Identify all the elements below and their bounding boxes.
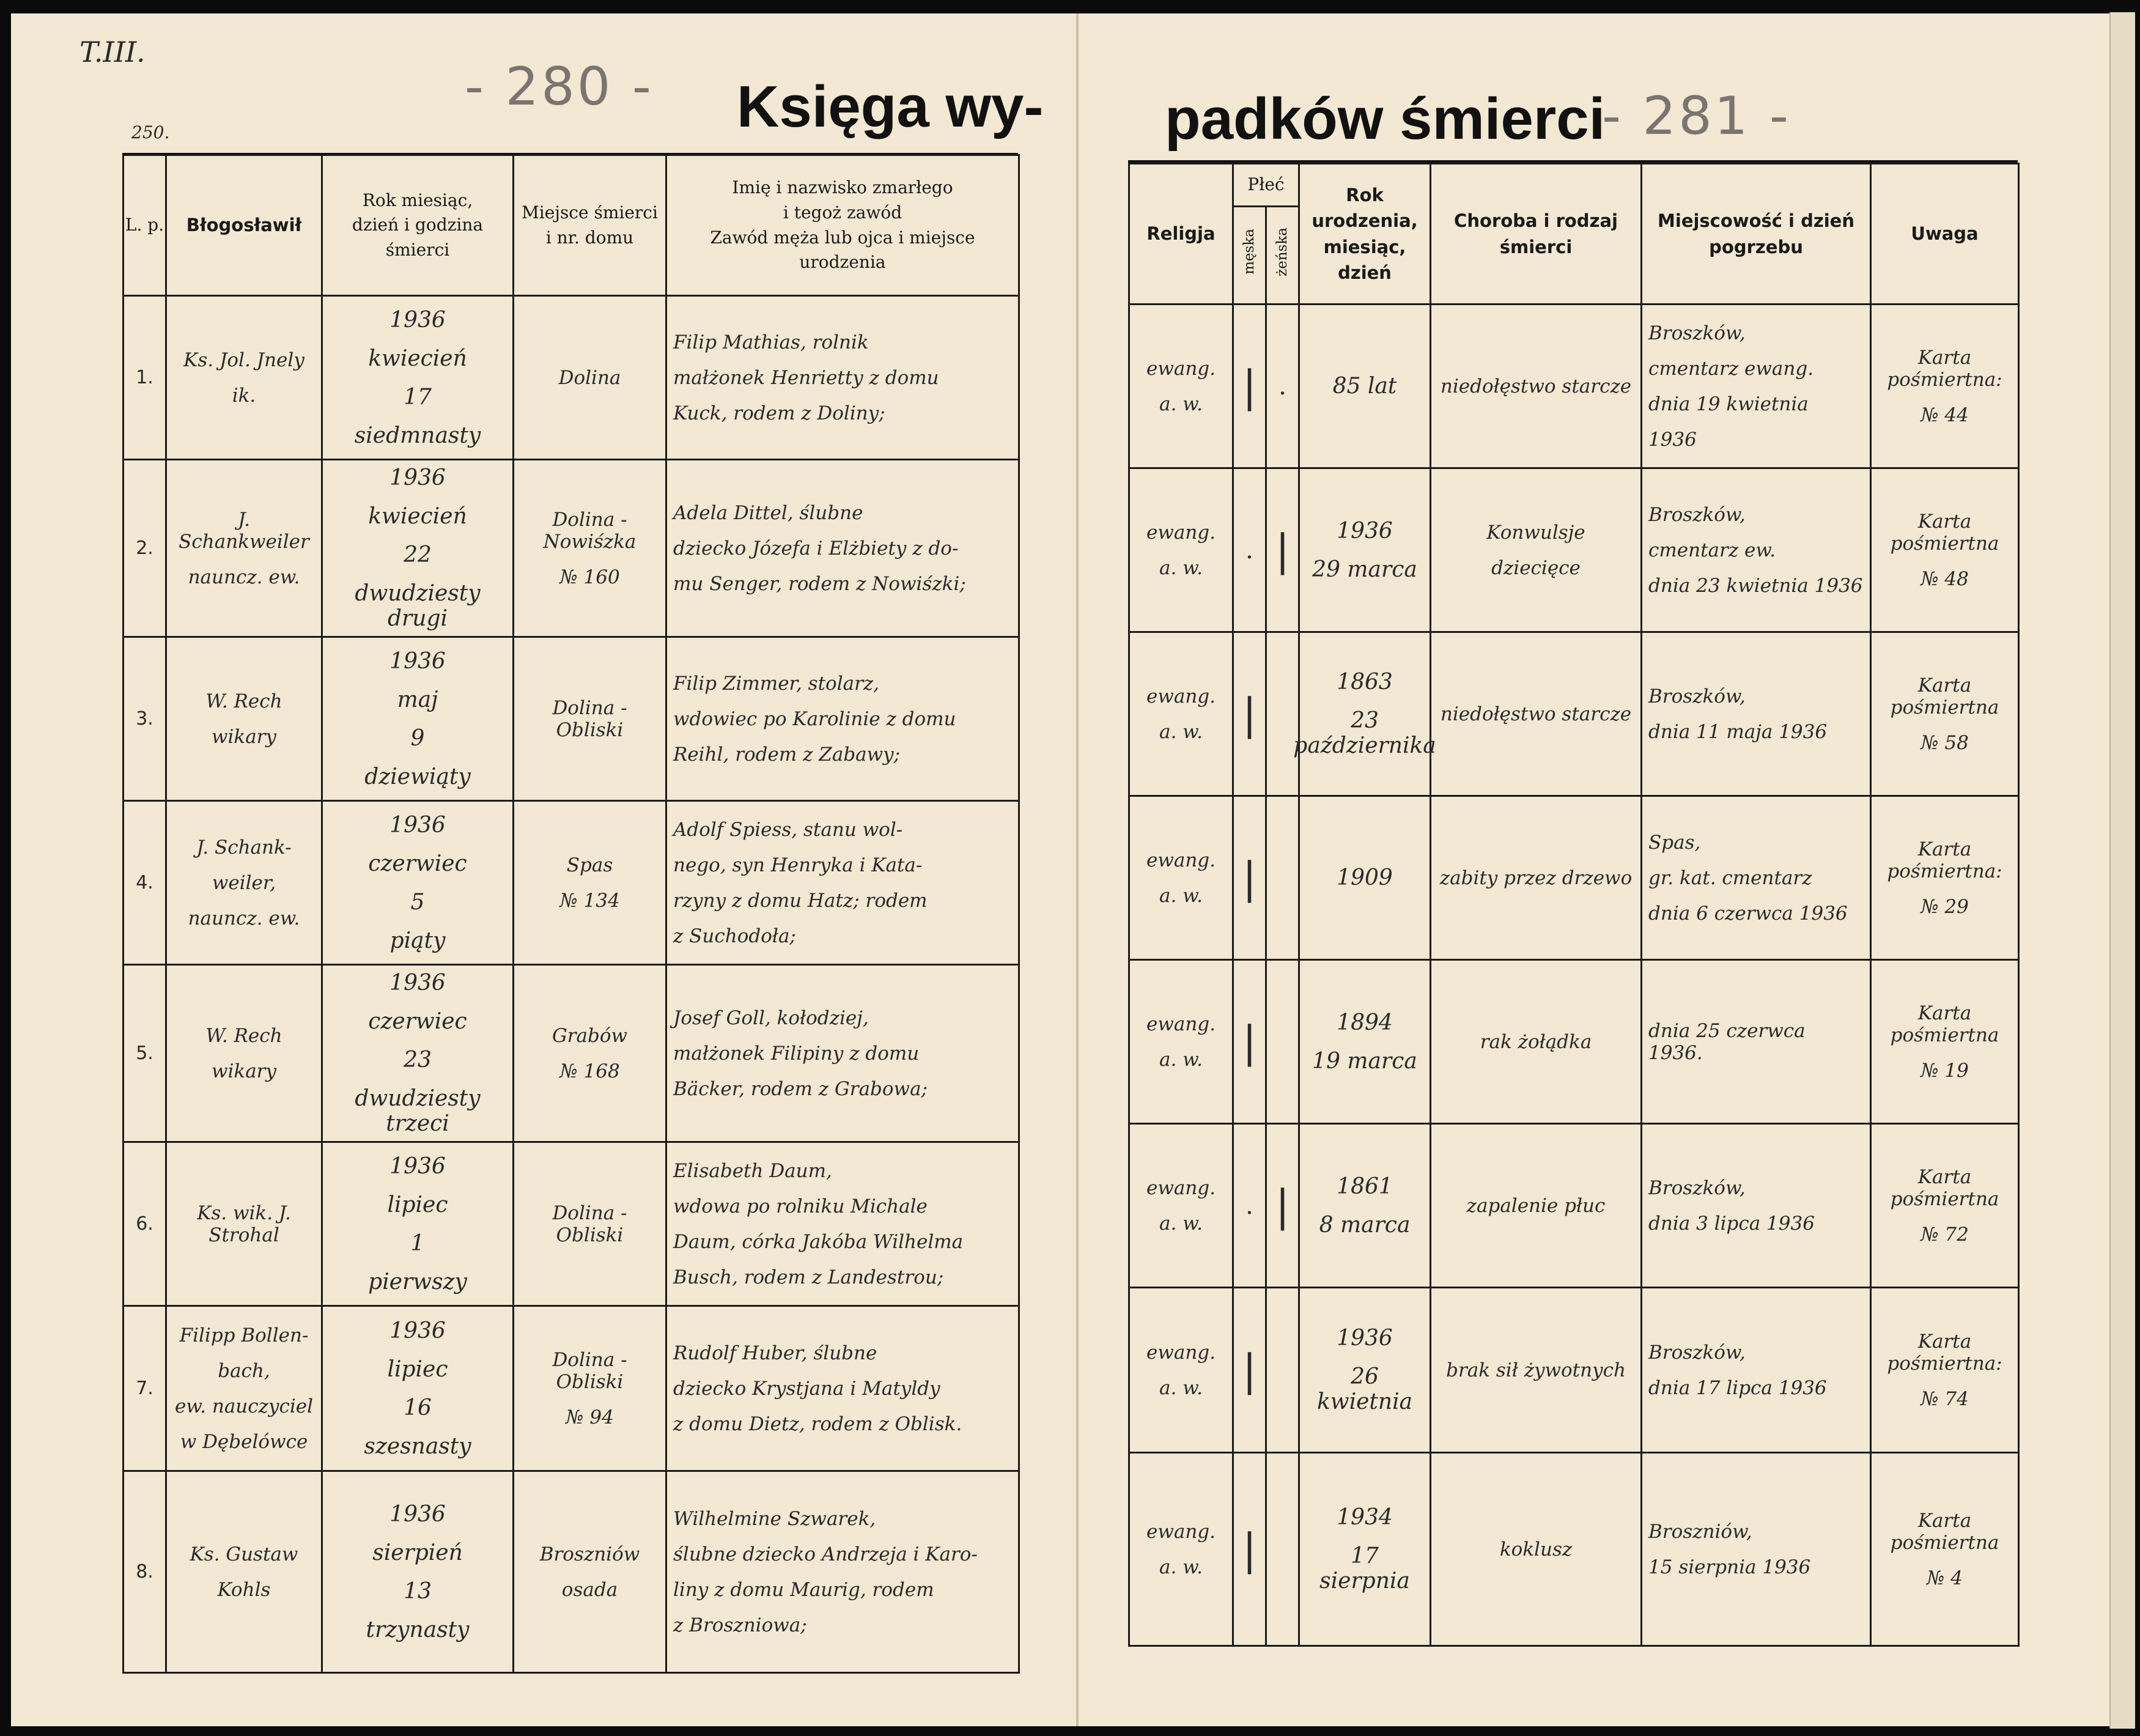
header-female: żeńska bbox=[1266, 207, 1299, 305]
row-illness: rak żołądka bbox=[1431, 960, 1642, 1124]
row-birth: 1936 26 kwietnia bbox=[1299, 1288, 1431, 1453]
header-place: Miejsce śmierci i nr. domu bbox=[514, 155, 666, 296]
row-place: Broszniów osada bbox=[514, 1471, 666, 1673]
row-date: 1936 lipiec 16 szesnasty bbox=[322, 1306, 514, 1471]
header-male: męska bbox=[1233, 207, 1266, 305]
row-female: | bbox=[1266, 468, 1299, 632]
row-religion: ewang. a. w. bbox=[1129, 796, 1233, 960]
row-female: | bbox=[1266, 1124, 1299, 1288]
row-religion: ewang. a. w. bbox=[1129, 468, 1233, 632]
row-lp: 3. bbox=[124, 637, 166, 801]
row-birth: 1863 23 października bbox=[1299, 632, 1431, 796]
title-left: Księga wy- bbox=[737, 74, 1044, 139]
row-female bbox=[1266, 1288, 1299, 1453]
title-right: padków śmierci bbox=[1165, 86, 1606, 152]
page-number-right: - 281 - bbox=[1602, 86, 1791, 147]
row-date: 1936 czerwiec 5 piąty bbox=[322, 801, 514, 965]
table-row bbox=[124, 1471, 1019, 1673]
table-row bbox=[124, 1142, 1019, 1306]
row-place: Dolina - Nowiśzka № 160 bbox=[514, 460, 666, 637]
row-male: . bbox=[1233, 1124, 1266, 1288]
row-burial: Broszków, dnia 17 lipca 1936 bbox=[1642, 1288, 1871, 1453]
row-burial: Broszków, cmentarz ew. dnia 23 kwietnia 1936 bbox=[1642, 468, 1871, 632]
table-row bbox=[1129, 796, 2019, 960]
table-row bbox=[124, 801, 1019, 965]
table-row bbox=[1129, 632, 2019, 796]
header-date: Rok miesiąc, dzień i godzina śmierci bbox=[322, 155, 514, 296]
row-birth: 1934 17 sierpnia bbox=[1299, 1453, 1431, 1646]
table-row bbox=[124, 1306, 1019, 1471]
row-place: Spas № 134 bbox=[514, 801, 666, 965]
row-male: | bbox=[1233, 796, 1266, 960]
row-date: 1936 sierpień 13 trzynasty bbox=[322, 1471, 514, 1673]
row-remark: Karta pośmiertna: № 74 bbox=[1871, 1288, 2019, 1453]
row-place: Dolina - Obliski bbox=[514, 637, 666, 801]
row-name: Adela Dittel, ślubne dziecko Józefa i Elżbiety z do- mu Senger, rodem z Nowiśzki; bbox=[666, 460, 1019, 637]
row-birth: 1861 8 marca bbox=[1299, 1124, 1431, 1288]
row-illness: zabity przez drzewo bbox=[1431, 796, 1642, 960]
row-remark: Karta pośmiertna № 72 bbox=[1871, 1124, 2019, 1288]
row-remark: Karta pośmiertna № 58 bbox=[1871, 632, 2019, 796]
corner-mark: T.III. bbox=[79, 35, 146, 68]
row-male: . bbox=[1233, 468, 1266, 632]
row-name: Rudolf Huber, ślubne dziecko Krystjana i Matyldy z domu Dietz, rodem z Oblisk. bbox=[666, 1306, 1019, 1471]
row-male: | bbox=[1233, 305, 1266, 468]
row-lp: 2. bbox=[124, 460, 166, 637]
table-row bbox=[1129, 1124, 2019, 1288]
row-religion: ewang. a. w. bbox=[1129, 1124, 1233, 1288]
row-religion: ewang. a. w. bbox=[1129, 960, 1233, 1124]
row-burial: dnia 25 czerwca 1936. bbox=[1642, 960, 1871, 1124]
row-name: Josef Goll, kołodziej, małżonek Filipiny z domu Bäcker, rodem z Grabowa; bbox=[666, 965, 1019, 1142]
row-female bbox=[1266, 796, 1299, 960]
row-remark: Karta pośmiertna № 4 bbox=[1871, 1453, 2019, 1646]
row-religion: ewang. a. w. bbox=[1129, 1288, 1233, 1453]
row-remark: Karta pośmiertna: № 29 bbox=[1871, 796, 2019, 960]
header-birth: Rok urodzenia, miesiąc, dzień bbox=[1299, 164, 1431, 305]
row-religion: ewang. a. w. bbox=[1129, 1453, 1233, 1646]
table-row bbox=[1129, 1453, 2019, 1646]
header-lp: L. p. bbox=[124, 155, 166, 296]
register-table-right bbox=[1128, 163, 2020, 1647]
row-blessed: Ks. wik. J. Strohal bbox=[166, 1142, 322, 1306]
row-lp: 8. bbox=[124, 1471, 166, 1673]
row-burial: Broszniów, 15 sierpnia 1936 bbox=[1642, 1453, 1871, 1646]
small-mark: 250. bbox=[131, 122, 170, 142]
header-illness: Choroba i rodzaj śmierci bbox=[1431, 164, 1642, 305]
row-date: 1936 lipiec 1 pierwszy bbox=[322, 1142, 514, 1306]
page-number-left: - 280 - bbox=[465, 56, 654, 117]
row-date: 1936 maj 9 dziewiąty bbox=[322, 637, 514, 801]
row-date: 1936 kwiecień 17 siedmnasty bbox=[322, 296, 514, 460]
row-name: Elisabeth Daum, wdowa po rolniku Michale Daum, córka Jakóba Wilhelma Busch, rodem z Landestrou; bbox=[666, 1142, 1019, 1306]
header-remark: Uwaga bbox=[1871, 164, 2019, 305]
row-remark: Karta pośmiertna № 48 bbox=[1871, 468, 2019, 632]
row-illness: zapalenie płuc bbox=[1431, 1124, 1642, 1288]
row-birth: 85 lat bbox=[1299, 305, 1431, 468]
row-male: | bbox=[1233, 960, 1266, 1124]
row-birth: 1909 bbox=[1299, 796, 1431, 960]
table-row bbox=[124, 965, 1019, 1142]
row-blessed: Ks. Jol. Jnely ik. bbox=[166, 296, 322, 460]
table-row bbox=[1129, 468, 2019, 632]
row-female bbox=[1266, 960, 1299, 1124]
row-name: Wilhelmine Szwarek, ślubne dziecko Andrzeja i Karo- liny z domu Maurig, rodem z Broszniowa; bbox=[666, 1471, 1019, 1673]
row-male: | bbox=[1233, 1288, 1266, 1453]
header-name: Imię i nazwisko zmarłego i tegoż zawód Zawód męża lub ojca i miejsce urodzenia bbox=[666, 155, 1019, 296]
row-blessed: W. Rech wikary bbox=[166, 637, 322, 801]
row-place: Dolina bbox=[514, 296, 666, 460]
header-blessed: Błogosławił bbox=[166, 155, 322, 296]
row-name: Filip Mathias, rolnik małżonek Henrietty z domu Kuck, rodem z Doliny; bbox=[666, 296, 1019, 460]
row-blessed: W. Rech wikary bbox=[166, 965, 322, 1142]
row-illness: koklusz bbox=[1431, 1453, 1642, 1646]
table-row bbox=[124, 460, 1019, 637]
table-row bbox=[1129, 960, 2019, 1124]
row-place: Dolina - Obliski bbox=[514, 1142, 666, 1306]
header-sex: Płeć bbox=[1233, 164, 1299, 207]
row-date: 1936 kwiecień 22 dwudziesty drugi bbox=[322, 460, 514, 637]
header-religion: Religja bbox=[1129, 164, 1233, 305]
row-male: | bbox=[1233, 632, 1266, 796]
row-lp: 1. bbox=[124, 296, 166, 460]
row-birth: 1894 19 marca bbox=[1299, 960, 1431, 1124]
row-illness: Konwulsje dziecięce bbox=[1431, 468, 1642, 632]
row-blessed: J. Schank- weiler, nauncz. ew. bbox=[166, 801, 322, 965]
row-burial: Spas, gr. kat. cmentarz dnia 6 czerwca 1936 bbox=[1642, 796, 1871, 960]
book-edge bbox=[2109, 12, 2135, 1729]
row-blessed: J. Schankweiler nauncz. ew. bbox=[166, 460, 322, 637]
row-illness: brak sił żywotnych bbox=[1431, 1288, 1642, 1453]
row-female bbox=[1266, 1453, 1299, 1646]
row-lp: 5. bbox=[124, 965, 166, 1142]
row-place: Grabów № 168 bbox=[514, 965, 666, 1142]
row-place: Dolina - Obliski № 94 bbox=[514, 1306, 666, 1471]
header-burial: Miejscowość i dzień pogrzebu bbox=[1642, 164, 1871, 305]
row-lp: 7. bbox=[124, 1306, 166, 1471]
row-illness: niedołęstwo starcze bbox=[1431, 632, 1642, 796]
row-date: 1936 czerwiec 23 dwudziesty trzeci bbox=[322, 965, 514, 1142]
row-burial: Broszków, dnia 3 lipca 1936 bbox=[1642, 1124, 1871, 1288]
row-illness: niedołęstwo starcze bbox=[1431, 305, 1642, 468]
row-blessed: Ks. Gustaw Kohls bbox=[166, 1471, 322, 1673]
row-male: | bbox=[1233, 1453, 1266, 1646]
row-burial: Broszków, dnia 11 maja 1936 bbox=[1642, 632, 1871, 796]
row-religion: ewang. a. w. bbox=[1129, 305, 1233, 468]
row-name: Adolf Spiess, stanu wol- nego, syn Henryka i Kata- rzyny z domu Hatz; rodem z Suchodoła; bbox=[666, 801, 1019, 965]
table-row bbox=[124, 296, 1019, 460]
row-female: . bbox=[1266, 305, 1299, 468]
table-row bbox=[1129, 305, 2019, 468]
table-row bbox=[124, 637, 1019, 801]
register-table-left bbox=[122, 154, 1020, 1674]
table-row bbox=[1129, 1288, 2019, 1453]
row-lp: 4. bbox=[124, 801, 166, 965]
row-blessed: Filipp Bollen- bach, ew. nauczyciel w Dębelówce bbox=[166, 1306, 322, 1471]
row-remark: Karta pośmiertna: № 44 bbox=[1871, 305, 2019, 468]
row-burial: Broszków, cmentarz ewang. dnia 19 kwietnia 1936 bbox=[1642, 305, 1871, 468]
row-religion: ewang. a. w. bbox=[1129, 632, 1233, 796]
row-birth: 1936 29 marca bbox=[1299, 468, 1431, 632]
row-lp: 6. bbox=[124, 1142, 166, 1306]
row-name: Filip Zimmer, stolarz, wdowiec po Karolinie z domu Reihl, rodem z Zabawy; bbox=[666, 637, 1019, 801]
row-remark: Karta pośmiertna № 19 bbox=[1871, 960, 2019, 1124]
